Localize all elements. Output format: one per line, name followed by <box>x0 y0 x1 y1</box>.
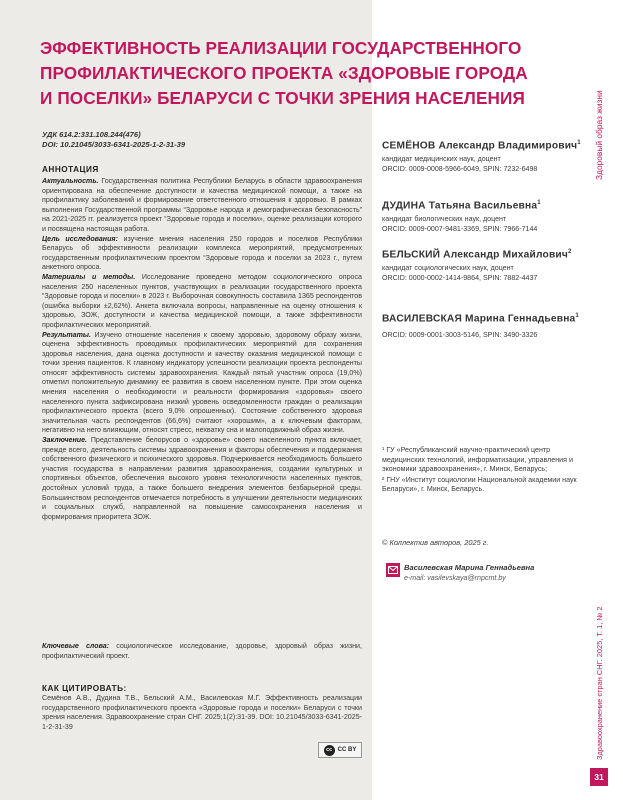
mail-icon <box>386 563 400 577</box>
author-name: БЕЛЬСКИЙ Александр Михайлович$^2$ <box>382 249 572 261</box>
doi-link[interactable]: DOI: 10.21045/3033-6341-2025-1-2-31-39 <box>42 140 186 149</box>
author-block <box>382 245 582 283</box>
author-name: ДУДИНА Татьяна Васильевна$^1$ <box>382 200 541 212</box>
journal-running-title: Здравоохранение стран СНГ. 2025, Т. 1, № 2 <box>595 606 604 760</box>
article-identifiers <box>42 130 185 150</box>
abstract-aim: Цель исследования: изучение мнения населения 250 городов и поселков Республики Беларусь об эффективности реализации комплекса мероприятий, предусмотренных государственным профилактическим проектом “Здоровые города и поселки за 2023 г., путем анкетного опроса. <box>42 234 362 272</box>
abstract-methods: Материалы и методы. Исследование проведено методом социологического опроса населения 250 населенных пунктов, участвующих в реализации государственного проекта “Здоровые города и поселки» в 2023 г. Выборочная совокупность составила 1365 респондентов (ошибка выборки ±2,62%). Анкета включала вопросы, направленные на оценку отношения к здоровью, ЗОЖ, доступности и качества медицинской помощи, а также эффективности профилактических мероприятий. <box>42 272 362 329</box>
author-degree: кандидат социологических наук, доцент <box>382 264 514 273</box>
affiliations <box>382 446 584 496</box>
contact-name: Василевская Марина Геннадьевна <box>404 563 535 572</box>
author-name: СЕМЁНОВ Александр Владимирович$^1$ <box>382 140 581 152</box>
author-orcid[interactable]: ORCID: 0009-0001-3003-5146, SPIN: 3490-3326 <box>382 331 538 340</box>
page-number: 31 <box>590 768 608 786</box>
relevance-label: Актуальность. <box>42 177 99 185</box>
keywords <box>42 642 362 661</box>
author-block <box>382 309 582 340</box>
conclusion-label: Заключение. <box>42 436 87 445</box>
author-block <box>382 196 582 234</box>
aim-label: Цель исследования: <box>42 234 118 243</box>
cc-license-badge[interactable] <box>318 742 362 758</box>
results-label: Результаты. <box>42 330 91 339</box>
author-orcid[interactable]: ORCID: 0009-0008-5966-6049, SPIN: 7232-6498 <box>382 165 538 174</box>
contact-details <box>404 563 534 582</box>
cite-heading: КАК ЦИТИРОВАТЬ: <box>42 684 127 693</box>
cc-icon: cc <box>324 745 335 756</box>
author-name: ВАСИЛЕВСКАЯ Марина Геннадьевна$^1$ <box>382 313 579 325</box>
section-label: Здоровый образ жизни <box>594 90 604 180</box>
author-orcid[interactable]: ORCID: 0009-0007-9481-3369, SPIN: 7966-7144 <box>382 225 538 234</box>
abstract-results: Результаты. Изучено отношение населения к своему здоровью, здоровому образу жизни, оценена эффективность проводимых профилактических мероприятий для сохранения здоровья населения, дана оценка доступности и качеству оказания медицинской помощи с точки зрения пациентов. К главному индикатору успешности реализации проекта респонденты относят эффективность системы здравоохранения. Каждый пятый участник опроса (19,0%) отметил положительную динамику ее развития в своем населенном пункте. При этом оценка мнения населения о необходимости и реальности формирования «здоровья» своего населенного пункта зафиксирована низкий уровень осведомленности граждан о реализации профилактического проекта (всего 9,0% опрошенных). Состояние собственного здоровья значительная часть респондентов (66,6%) считают «хорошим», а к ключевым факторам, негативно на него влияющим, относят стресс, нехватку сна и малоподвижный образ жизни. <box>42 330 362 435</box>
abstract-conclusion: Заключение. Представление белорусов о «здоровье» своего населенного пункта включает, прежде всего, деятельность системы здравоохранения и факторы обеспечения и поддержания собственного физического и психического здоровья. Подчеркивается необходимость большего участия государства в направлении развития здравоохранения, создании культурных и спортивных объектов, обеспечения высокого уровня технологичности населенных пунктов, достойных условий труда, а также большего внедрения элементов безбарьерной среды. Большинством респондентов отмечается потребность в улучшении деятельности медицинских и социальных служб, направленной на повышение самосохранения населения и формирования приоритета ЗОЖ. <box>42 436 362 521</box>
methods-label: Материалы и методы. <box>42 272 136 281</box>
affiliation-1: ¹ ГУ «Республиканский научно-практический центр медицинских технологий, информатизации, управления и экономики здравоохранения», г. Минск, Беларусь; <box>382 446 573 474</box>
udc-code: УДК 614.2:331.108.244(476) <box>42 130 141 139</box>
author-orcid[interactable]: ORCID: 0000-0002-1414-9864, SPIN: 7882-4437 <box>382 274 538 283</box>
corresponding-author <box>386 563 534 582</box>
abstract-text <box>42 177 362 522</box>
contact-email[interactable]: e-mail: vasilevskaya@rnpcmt.by <box>404 574 506 582</box>
license-label: CC BY <box>337 747 357 753</box>
copyright: © Коллектив авторов, 2025 г. <box>382 538 489 547</box>
article-title: ЭФФЕКТИВНОСТЬ РЕАЛИЗАЦИИ ГОСУДАРСТВЕННОГО ПРОФИЛАКТИЧЕСКОГО ПРОЕКТА «ЗДОРОВЫЕ ГОРОДА И ПОСЕЛКИ» БЕЛАРУСИ С ТОЧКИ ЗРЕНИЯ НАСЕЛЕНИЯ <box>40 38 528 108</box>
citation-text: Семёнов А.В., Дудина Т.В., Бельский А.М., Василевская М.Г. Эффективность реализации государственного профилактического проекта «Здоровые города и поселки» Беларуси с точки зрения населения. Здравоохранение стран СНГ. 2025;1(2):31-39. DOI: 10.21045/3033-6341-2025-1-2-31-39 <box>42 694 362 731</box>
affiliation-2: ² ГНУ «Институт социологии Национальной академии наук Беларуси», г. Минск, Беларусь. <box>382 475 577 494</box>
abstract-relevance: Актуальность. Государственная политика Республики Беларусь в области здравоохранения ориентирована на обеспечение доступности и качества медицинской помощи, а также на профилактику заболеваний и формирование ответственного отношения к здоровью. В рамках выполнения Государственной программы “Здоровье народа и демографическая безопасность” на 2021-2025 гг. реализуется проект “Здоровые города и поселки», оценке реализации которого и посвящена настоящая работа. <box>42 177 362 233</box>
author-degree: кандидат биологических наук, доцент <box>382 215 507 224</box>
keywords-text: социологическое исследование, здоровье, здоровый образ жизни, профилактический проект. <box>42 642 362 660</box>
keywords-label: Ключевые слова: <box>42 642 110 650</box>
annotation-heading: АННОТАЦИЯ <box>42 165 99 174</box>
author-block <box>382 136 582 174</box>
author-degree: кандидат медицинских наук, доцент <box>382 155 501 164</box>
